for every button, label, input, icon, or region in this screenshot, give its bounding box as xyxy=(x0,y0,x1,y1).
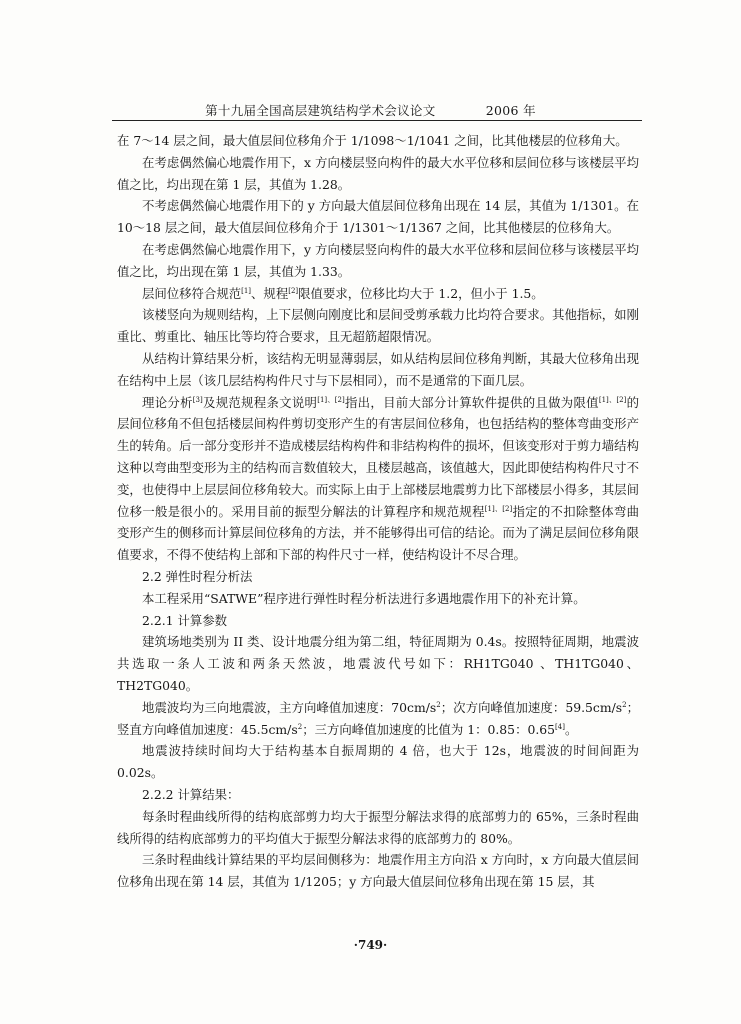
text-run: 理论分析 xyxy=(142,394,193,410)
text-run: 指定的不扣除整体弯曲变形产生的侧移而计算层间位移角的方法，并不能够得出可信的结论。而为了满足层间位移角限值要求，不得不使结构上部和下部的构件尺寸一样，使结构设计不尽合理。 xyxy=(117,503,640,563)
paragraph: 该楼竖向为规则结构，上下层侧向刚度比和层间受剪承载力比均符合要求。其他指标，如刚重比、剪重比、轴压比等均符合要求，且无超筋超限情况。 xyxy=(117,307,639,345)
text-run: 地震波均为三向地震波，主方向峰值加速度：70cm/s xyxy=(142,699,437,715)
text-run: 、规程 xyxy=(251,285,289,301)
paragraph: 在考虑偶然偏心地震作用下，x 方向楼层竖向构件的最大水平位移和层间位移与该楼层平均值之比，均出现在第 1 层，其值为 1.28。 xyxy=(117,154,639,192)
citation: [1]、[2] xyxy=(598,395,627,404)
citation: [3] xyxy=(192,395,203,404)
paragraph: 不考虑偶然偏心地震作用下的 y 方向最大值层间位移角出现在 14 层，其值为 1/1301。在 10～18 层之间，最大值层间位移角介于 1/1301～1/1367 之间，比其他楼层的位移角大。 xyxy=(117,198,639,236)
running-header xyxy=(0,101,741,119)
text-run: 限值要求，位移比均大于 1.2，但小于 1.5。 xyxy=(298,285,544,301)
paragraph xyxy=(117,283,639,305)
superscript: 2 xyxy=(622,700,627,709)
text-run: ；次方向峰值加速度：59.5cm/s xyxy=(440,699,623,715)
paragraph: 地震波持续时间均大于结构基本自振周期的 4 倍，也大于 12s，地震波的时间间距为 0.02s。 xyxy=(117,743,639,781)
paragraph: 建筑场地类别为 II 类、设计地震分组为第二组，特征周期为 0.4s。按照特征周期，地震波共选取一条人工波和两条天然波，地震波代号如下：RH1TG040 、TH1TG040、TH2TG040。 xyxy=(117,634,639,693)
page-number: ·749· xyxy=(353,938,388,952)
paragraph: 每条时程曲线所得的结构底部剪力均大于振型分解法求得的底部剪力的 65%，三条时程曲线所得的结构底部剪力的平均值大于振型分解法求得的底部剪力的 80%。 xyxy=(117,808,639,846)
paragraph xyxy=(117,697,639,741)
text-run: 指出，目前大部分计算软件提供的且做为限值 xyxy=(344,394,599,410)
page-body xyxy=(117,130,639,893)
citation: [1]、[2] xyxy=(484,504,513,513)
paragraph: 三条时程曲线计算结果的平均层间侧移为：地震作用主方向沿 x 方向时，x 方向最大值层间位移角出现在第 14 层，其值为 1/1205；y 方向最大值层间位移角出现在第 15 层，其 xyxy=(117,852,639,890)
text-run: 。 xyxy=(564,721,578,737)
text-run: 的层间位移角不但包括楼层间构件剪切变形产生的有害层间位移角，也包括结构的整体弯曲变形产生的转角。后一部分变形并不造成楼层结构构件和非结构构件的损坏，但该变形对于剪力墙结构这种以弯曲型变形为主的结构而言数值较大，且楼层越高，该值越大，因此即使结构构件尺寸不变，也使得中上层层间位移角较大。而实际上由于上部楼层地震剪力比下部楼层小得多，其层间位移一般是很小的。采用目前的振型分解法的计算程序和规范规程 xyxy=(117,394,639,519)
superscript: 2 xyxy=(436,700,441,709)
superscript: 2 xyxy=(297,722,303,731)
paragraph: 本工程采用“SATWE”程序进行弹性时程分析法进行多遇地震作用下的补充计算。 xyxy=(142,590,586,606)
citation: [4] xyxy=(555,722,565,731)
text-run: ；竖直方向峰值加速度：45.5cm/s xyxy=(117,699,639,737)
header-title: 第十九届全国高层建筑结构学术会议论文 xyxy=(205,103,436,118)
paragraph: 在考虑偶然偏心地震作用下，y 方向楼层竖向构件的最大水平位移和层间位移与该楼层平均值之比，均出现在第 1 层，其值为 1.33。 xyxy=(117,241,639,279)
text-run: ；三方向峰值加速度的比值为 1：0.85：0.65 xyxy=(302,721,556,737)
subsection-heading: 2.2.1 计算参数 xyxy=(142,612,228,628)
paragraph: 从结构计算结果分析，该结构无明显薄弱层，如从结构层间位移角判断，其最大位移角出现在结构中上层（该几层结构构件尺寸与下层相同），而不是通常的下面几层。 xyxy=(117,350,639,388)
citation: [2] xyxy=(288,286,299,295)
paragraph xyxy=(117,392,639,566)
header-rule xyxy=(112,120,642,121)
citation: [1] xyxy=(241,286,252,295)
text-run: 层间位移符合规范 xyxy=(142,285,242,301)
subsection-heading: 2.2.2 计算结果： xyxy=(142,786,240,802)
text-run: 及规范规程条文说明 xyxy=(202,394,318,410)
section-heading: 2.2 弹性时程分析法 xyxy=(142,568,253,584)
header-year: 2006 年 xyxy=(485,103,536,118)
paragraph: 在 7～14 层之间，最大值层间位移角介于 1/1098～1/1041 之间，比其他楼层的位移角大。 xyxy=(117,133,628,148)
citation: [1]、[2] xyxy=(317,395,345,404)
